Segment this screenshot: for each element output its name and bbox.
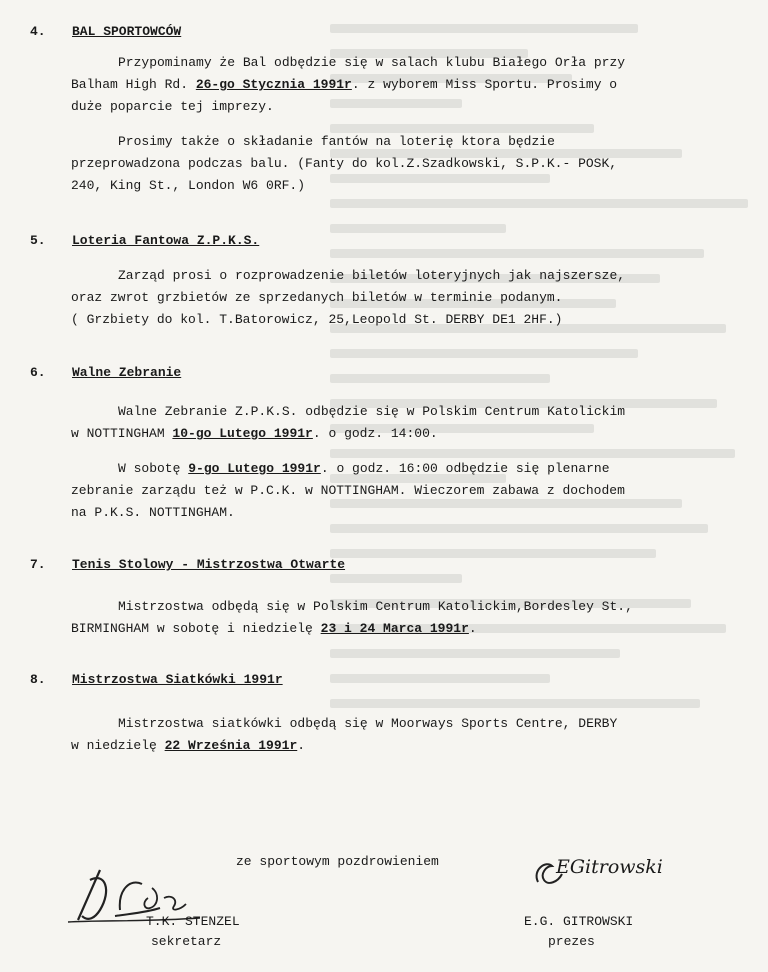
section-7-heading bbox=[30, 557, 345, 572]
text-fragment: ( Grzbiety do kol. T.Batorowicz, 25,Leopold St. DERBY DE1 2HF.) bbox=[71, 312, 563, 327]
text-fragment: Mistrzostwa odbędą się w Polskim Centrum Katolickim,Bordesley St., bbox=[118, 599, 633, 614]
text-fragment: Przypominamy że Bal odbędzie się w salach klubu Białego Orła przy bbox=[118, 55, 626, 70]
right-signature-script: EGitrowski bbox=[556, 856, 663, 878]
text-line bbox=[71, 481, 625, 501]
text-line bbox=[118, 266, 625, 286]
text-line bbox=[118, 597, 633, 617]
right-signatory-role: prezes bbox=[548, 934, 595, 949]
text-line bbox=[118, 53, 625, 73]
text-fragment: duże poparcie tej imprezy. bbox=[71, 99, 274, 114]
section-title: Mistrzostwa Siatkówki 1991r bbox=[72, 672, 283, 687]
left-signatory-name: T.K. STENZEL bbox=[146, 914, 240, 929]
text-fragment: Walne Zebranie Z.P.K.S. odbędzie się w Polskim Centrum Katolickim bbox=[118, 404, 626, 419]
closing-greeting: ze sportowym pozdrowieniem bbox=[236, 854, 439, 869]
text-line bbox=[71, 503, 235, 523]
text-line bbox=[118, 132, 555, 152]
text-fragment: . z wyborem Miss Sportu. Prosimy o bbox=[351, 77, 618, 92]
text-fragment: zebranie zarządu też w P.C.K. w NOTTINGHAM. Wieczorem zabawa z dochodem bbox=[71, 483, 625, 498]
left-signatory-role: sekretarz bbox=[151, 934, 222, 949]
text-line bbox=[118, 714, 617, 734]
text-fragment: W sobotę bbox=[118, 461, 189, 476]
text-line bbox=[71, 736, 305, 756]
section-number: 5. bbox=[30, 233, 46, 248]
text-line bbox=[71, 154, 617, 174]
section-number: 7. bbox=[30, 557, 46, 572]
text-fragment: . o godz. 16:00 odbędzie się plenarne bbox=[320, 461, 610, 476]
text-line bbox=[71, 424, 438, 444]
text-fragment: Balham High Rd. bbox=[71, 77, 196, 92]
text-fragment: Prosimy także o składanie fantów na loterię ktora będzie bbox=[118, 134, 555, 149]
text-line bbox=[71, 310, 562, 330]
section-6-heading bbox=[30, 365, 181, 380]
text-line bbox=[118, 459, 610, 479]
text-line bbox=[71, 288, 562, 308]
underlined-date: 9-go Lutego 1991r bbox=[188, 461, 321, 476]
underlined-date: 10-go Lutego 1991r bbox=[172, 426, 313, 441]
text-line bbox=[71, 619, 477, 639]
text-line bbox=[71, 176, 305, 196]
section-number: 4. bbox=[30, 24, 46, 39]
section-8-heading bbox=[30, 672, 283, 687]
text-fragment: Mistrzostwa siatkówki odbędą się w Moorways Sports Centre, DERBY bbox=[118, 716, 618, 731]
right-signatory-name: E.G. GITROWSKI bbox=[524, 914, 634, 929]
section-title: BAL SPORTOWCÓW bbox=[72, 24, 182, 39]
underlined-date: 22 Września 1991r bbox=[164, 738, 298, 753]
text-fragment: w niedzielę bbox=[71, 738, 165, 753]
section-4-heading bbox=[30, 24, 181, 39]
section-title: Walne Zebranie bbox=[72, 365, 182, 380]
text-line bbox=[71, 75, 617, 95]
underlined-date: 23 i 24 Marca 1991r bbox=[320, 621, 469, 636]
text-fragment: przeprowadzona podczas balu. (Fanty do kol.Z.Szadkowski, S.P.K.- POSK, bbox=[71, 156, 618, 171]
text-line bbox=[71, 97, 274, 117]
text-line bbox=[118, 402, 625, 422]
text-fragment: BIRMINGHAM w sobotę i niedzielę bbox=[71, 621, 321, 636]
text-fragment: . o godz. 14:00. bbox=[312, 426, 438, 441]
underlined-date: 26-go Stycznia 1991r bbox=[195, 77, 352, 92]
section-number: 6. bbox=[30, 365, 46, 380]
text-fragment: . bbox=[468, 621, 477, 636]
text-fragment: oraz zwrot grzbietów ze sprzedanych biletów w terminie podanym. bbox=[71, 290, 563, 305]
section-title: Tenis Stolowy - Mistrzostwa Otwarte bbox=[72, 557, 346, 572]
text-fragment: 240, King St., London W6 0RF.) bbox=[71, 178, 306, 193]
text-fragment: . bbox=[297, 738, 306, 753]
section-title: Loteria Fantowa Z.P.K.S. bbox=[72, 233, 260, 248]
text-fragment: na P.K.S. NOTTINGHAM. bbox=[71, 505, 235, 520]
section-5-heading bbox=[30, 233, 259, 248]
section-number: 8. bbox=[30, 672, 46, 687]
text-fragment: w NOTTINGHAM bbox=[71, 426, 173, 441]
text-fragment: Zarząd prosi o rozprowadzenie biletów loteryjnych jak najszersze, bbox=[118, 268, 626, 283]
